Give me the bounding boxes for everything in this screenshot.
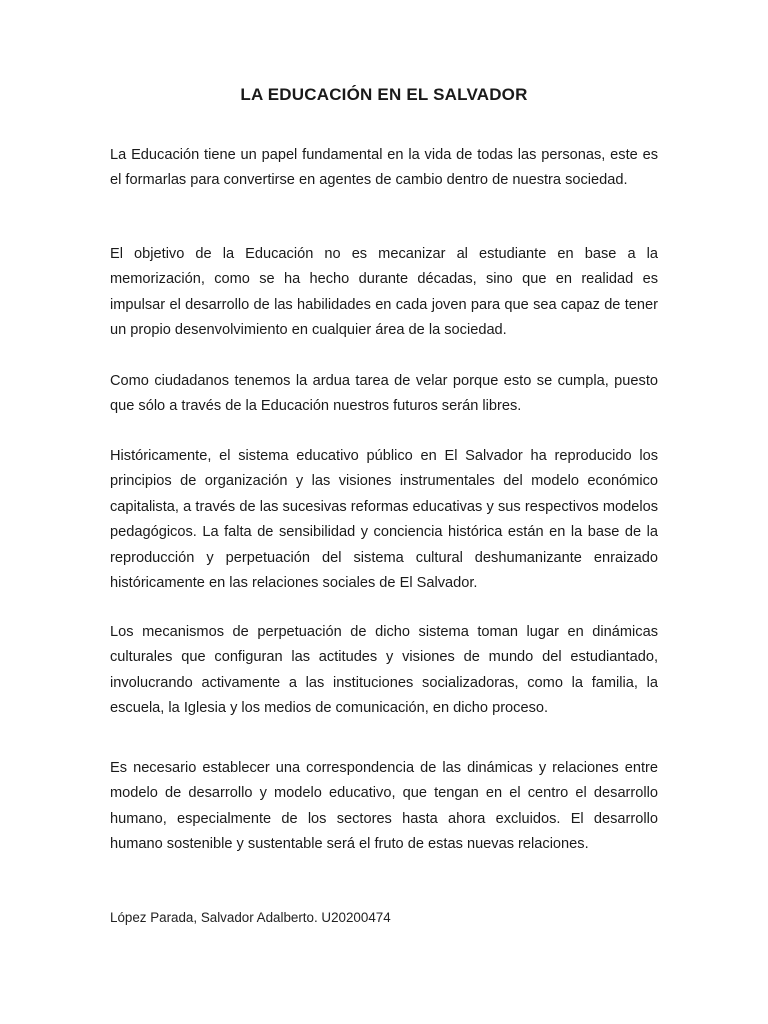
- paragraph-4: Históricamente, el sistema educativo público en El Salvador ha reproducido los principios de organización y las visiones instrumentales del modelo económico capitalista, a través de las sucesivas reformas educativas y sus respectivos modelos pedagógicos. La falta de sensibilidad y conciencia histórica están en la base de la reproducción y perpetuación del sistema cultural deshumanizante enraizado históricamente en las relaciones sociales de El Salvador.: [110, 448, 658, 592]
- document-title: LA EDUCACIÓN EN EL SALVADOR: [240, 85, 528, 104]
- author-signature: López Parada, Salvador Adalberto. U20200474: [110, 910, 391, 925]
- paragraph-3: Como ciudadanos tenemos la ardua tarea de velar porque esto se cumpla, puesto que sólo a través de la Educación nuestros futuros serán libres.: [110, 373, 658, 415]
- paragraph-6: Es necesario establecer una correspondencia de las dinámicas y relaciones entre modelo de desarrollo y modelo educativo, que tengan en el centro el desarrollo humano, especialmente de los sectores hasta ahora excluidos. El desarrollo humano sostenible y sustentable será el fruto de estas nuevas relaciones.: [110, 760, 658, 853]
- paragraph-2: El objetivo de la Educación no es mecanizar al estudiante en base a la memorización, como se ha hecho durante décadas, sino que en realidad es impulsar el desarrollo de las habilidades en cada joven para que sea capaz de tener un propio desenvolvimiento en cualquier área de la sociedad.: [110, 246, 658, 339]
- paragraph-1: La Educación tiene un papel fundamental en la vida de todas las personas, este es el formarlas para convertirse en agentes de cambio dentro de nuestra sociedad.: [110, 147, 658, 189]
- paragraph-5: Los mecanismos de perpetuación de dicho sistema toman lugar en dinámicas culturales que configuran las actitudes y visiones de mundo del estudiantado, involucrando activamente a las instituciones socializadoras, como la familia, la escuela, la Iglesia y los medios de comunicación, en dicho proceso.: [110, 624, 658, 717]
